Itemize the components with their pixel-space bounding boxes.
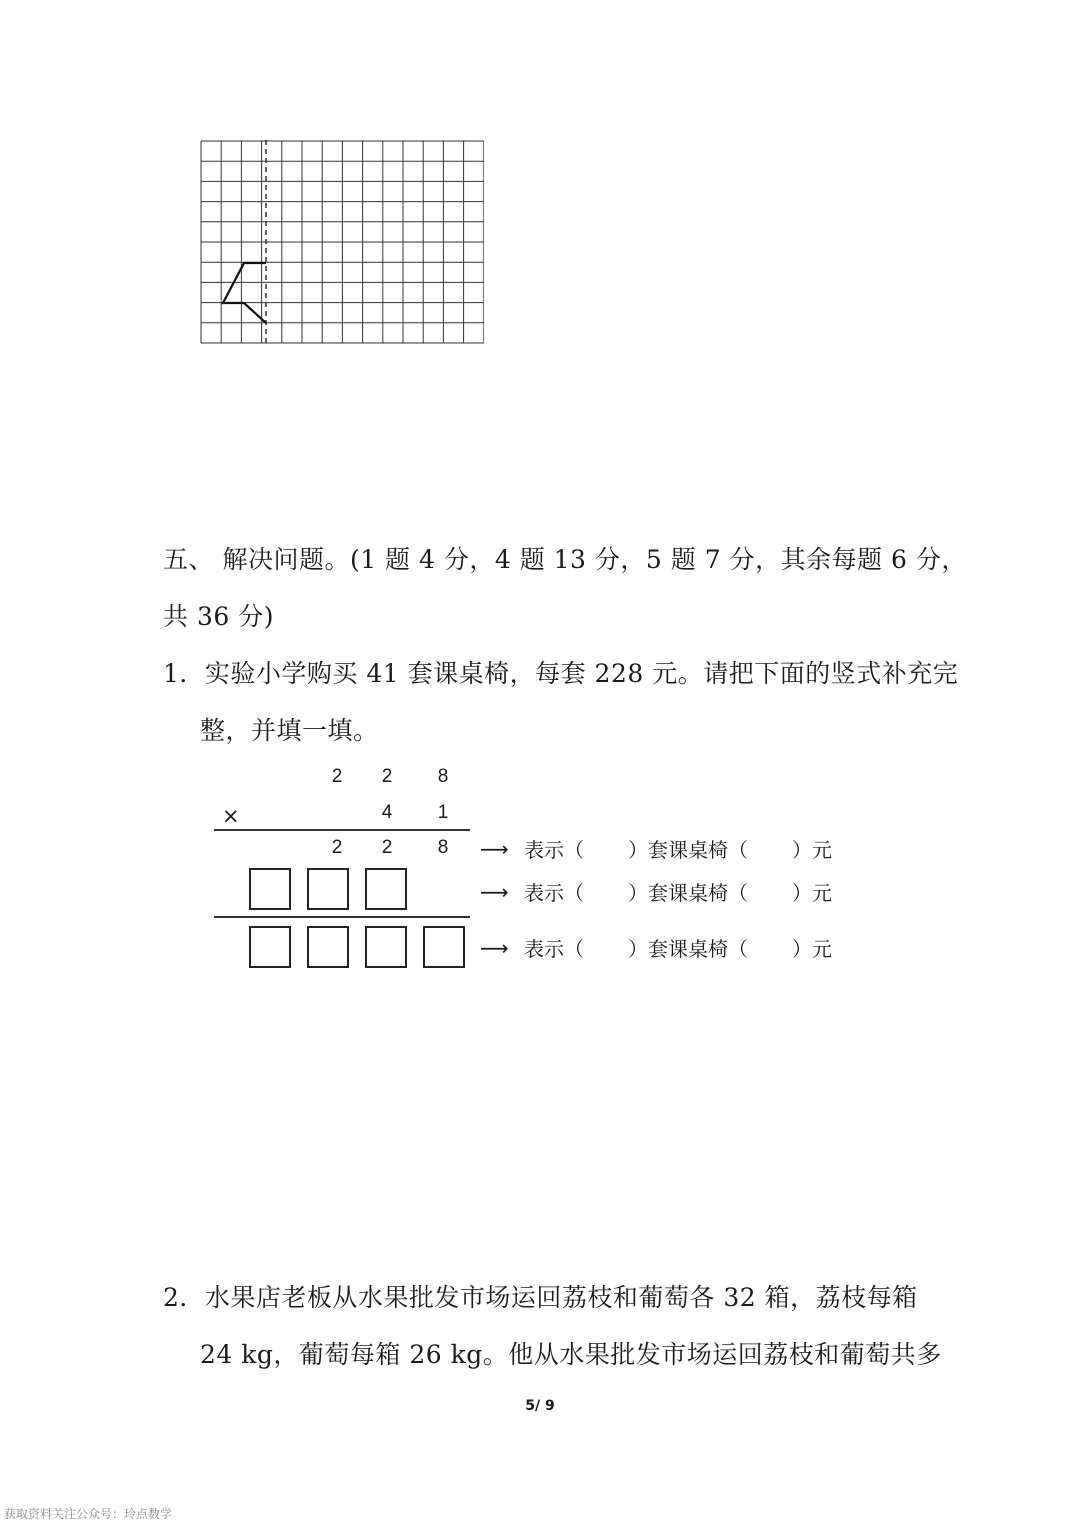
annotation-text: ）元: [792, 881, 832, 905]
multiplier-digit: 4: [381, 802, 393, 823]
partial1-digit: 8: [437, 837, 449, 858]
multiplicand-digit: 2: [381, 766, 393, 787]
annotation-text: ）套课桌椅（: [628, 881, 748, 905]
annotation-text: 表示（: [524, 838, 584, 862]
arrow-right-icon: ⟶: [480, 935, 509, 960]
calc-rule-top: [214, 829, 470, 831]
multiply-sign: ×: [222, 804, 240, 828]
answer-box-product[interactable]: [249, 926, 291, 968]
arrow-right-icon: ⟶: [480, 879, 509, 904]
watermark: 获取资料关注公众号：玲点数学: [4, 1507, 173, 1521]
answer-box-product[interactable]: [307, 926, 349, 968]
annotation-row: [480, 877, 832, 906]
partial1-digit: 2: [381, 837, 393, 858]
annotation-text: ）套课桌椅（: [628, 838, 748, 862]
multiplier-digit: 1: [437, 802, 449, 823]
partial1-digit: 2: [331, 837, 343, 858]
annotation-text: ）元: [792, 838, 832, 862]
annotation-text: ）元: [792, 937, 832, 961]
calc-rule-bottom: [214, 916, 470, 918]
section-heading-line2: 共 36 分): [163, 602, 274, 631]
annotation-row: [480, 933, 832, 962]
annotation-row: [480, 834, 832, 863]
multiplicand-digit: 2: [331, 766, 343, 787]
section-heading-line1: 五、 解决问题。(1 题 4 分，4 题 13 分，5 题 7 分，其余每题 6 分，: [163, 545, 967, 574]
answer-box-partial2[interactable]: [307, 868, 349, 910]
annotation-text: 表示（: [524, 881, 584, 905]
answer-box-partial2[interactable]: [365, 868, 407, 910]
grid-lines: [201, 141, 484, 343]
answer-box-product[interactable]: [365, 926, 407, 968]
question1-text-line2: 整，并填一填。: [200, 716, 379, 745]
question2-text-line2: 24 kg，葡萄每箱 26 kg。他从水果批发市场运回荔枝和葡萄共多: [200, 1340, 942, 1369]
symmetry-grid-figure: [200, 140, 484, 346]
annotation-text: ）套课桌椅（: [628, 937, 748, 961]
page-number: 5/ 9: [525, 1398, 555, 1414]
answer-box-product[interactable]: [423, 926, 465, 968]
question1-text-line1: 1．实验小学购买 41 套课桌椅，每套 228 元。请把下面的竖式补充完: [163, 659, 959, 688]
half-shape: [223, 263, 266, 323]
question2-text-line1: 2．水果店老板从水果批发市场运回荔枝和葡萄各 32 箱，荔枝每箱: [163, 1283, 918, 1312]
arrow-right-icon: ⟶: [480, 836, 509, 861]
annotation-text: 表示（: [524, 937, 584, 961]
answer-box-partial2[interactable]: [249, 868, 291, 910]
multiplicand-digit: 8: [437, 766, 449, 787]
